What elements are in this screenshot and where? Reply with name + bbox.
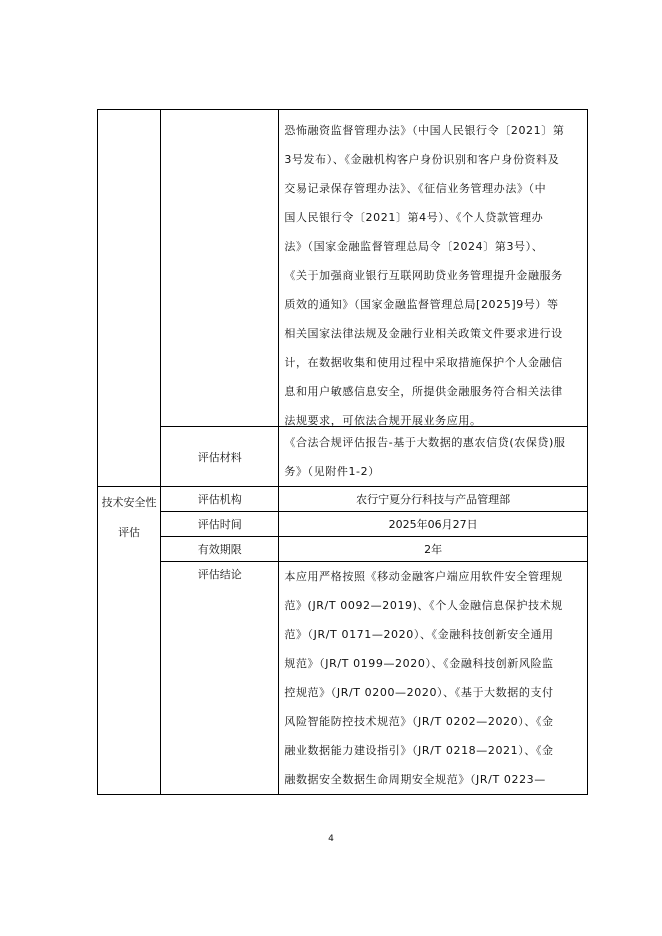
conclusion-line: 范》(JR/T 0092—2019)、《个人金融信息保护技术规 bbox=[284, 599, 563, 612]
legal-text-line: 息和用户敏感信息安全，所提供金融服务符合相关法律 bbox=[284, 385, 563, 398]
legal-text-line: 恐怖融资监督管理办法》（中国人民银行令〔2021〕第 bbox=[284, 124, 565, 137]
materials-label: 评估材料 bbox=[161, 427, 279, 487]
conclusion-label: 评估结论 bbox=[161, 562, 279, 795]
materials-line: 务》（见附件1-2） bbox=[284, 465, 380, 478]
table-row bbox=[98, 537, 588, 562]
materials-line: 《合法合规评估报告-基于大数据的惠农信贷(农保贷)服 bbox=[284, 436, 566, 449]
conclusion-line: 融业数据能力建设指引》（JR/T 0218—2021）、《金 bbox=[284, 744, 554, 757]
legal-text-line: 相关国家法律法规及金融行业相关政策文件要求进行设 bbox=[284, 327, 563, 340]
empty-category-cell bbox=[98, 110, 161, 487]
conclusion-line: 控规范》（JR/T 0200—2020）、《基于大数据的支付 bbox=[284, 686, 554, 699]
conclusion-line: 范》（JR/T 0171—2020）、《金融科技创新安全通用 bbox=[284, 628, 554, 641]
conclusion-line: 规范》（JR/T 0199—2020）、《金融科技创新风险监 bbox=[284, 657, 554, 670]
time-value: 2025年06月27日 bbox=[279, 512, 588, 537]
legal-text-line: 交易记录保存管理办法》、《征信业务管理办法》（中 bbox=[284, 182, 547, 195]
org-label: 评估机构 bbox=[161, 487, 279, 512]
evaluation-table bbox=[97, 109, 588, 795]
tech-security-label-line: 技术安全性 bbox=[101, 496, 157, 509]
time-label: 评估时间 bbox=[161, 512, 279, 537]
tech-security-label-line: 评估 bbox=[118, 526, 141, 539]
legal-text-line: 《关于加强商业银行互联网助贷业务管理提升金融服务 bbox=[284, 269, 563, 282]
conclusion-line: 风险智能防控技术规范》（JR/T 0202—2020）、《金 bbox=[284, 715, 554, 728]
table-row bbox=[98, 110, 588, 427]
legal-text-line: 3号发布）、《金融机构客户身份识别和客户身份资料及 bbox=[284, 153, 560, 166]
org-value: 农行宁夏分行科技与产品管理部 bbox=[279, 487, 588, 512]
legal-text-line: 法》（国家金融监督管理总局令〔2024〕第3号）、 bbox=[284, 240, 544, 253]
table-row bbox=[98, 487, 588, 512]
legal-text-line: 法规要求，可依法合规开展业务应用。 bbox=[284, 414, 482, 427]
table-row bbox=[98, 562, 588, 795]
table-row bbox=[98, 427, 588, 487]
tech-security-label-cell bbox=[98, 487, 161, 795]
page-number: 4 bbox=[328, 834, 334, 844]
materials-value-cell bbox=[279, 427, 588, 487]
conclusion-line: 本应用严格按照《移动金融客户端应用软件安全管理规 bbox=[284, 570, 563, 583]
legal-basis-cell bbox=[279, 110, 588, 427]
validity-label: 有效期限 bbox=[161, 537, 279, 562]
legal-text-line: 质效的通知》（国家金融监督管理总局[2025]9号）等 bbox=[284, 298, 559, 311]
legal-text-line: 国人民银行令〔2021〕第4号）、《个人贷款管理办 bbox=[284, 211, 544, 224]
empty-label-cell bbox=[161, 110, 279, 427]
conclusion-line: 融数据安全数据生命周期安全规范》（JR/T 0223— bbox=[284, 773, 546, 786]
legal-text-line: 计，在数据收集和使用过程中采取措施保护个人金融信 bbox=[284, 356, 563, 369]
validity-value: 2年 bbox=[279, 537, 588, 562]
table-row bbox=[98, 512, 588, 537]
conclusion-value-cell bbox=[279, 562, 588, 795]
